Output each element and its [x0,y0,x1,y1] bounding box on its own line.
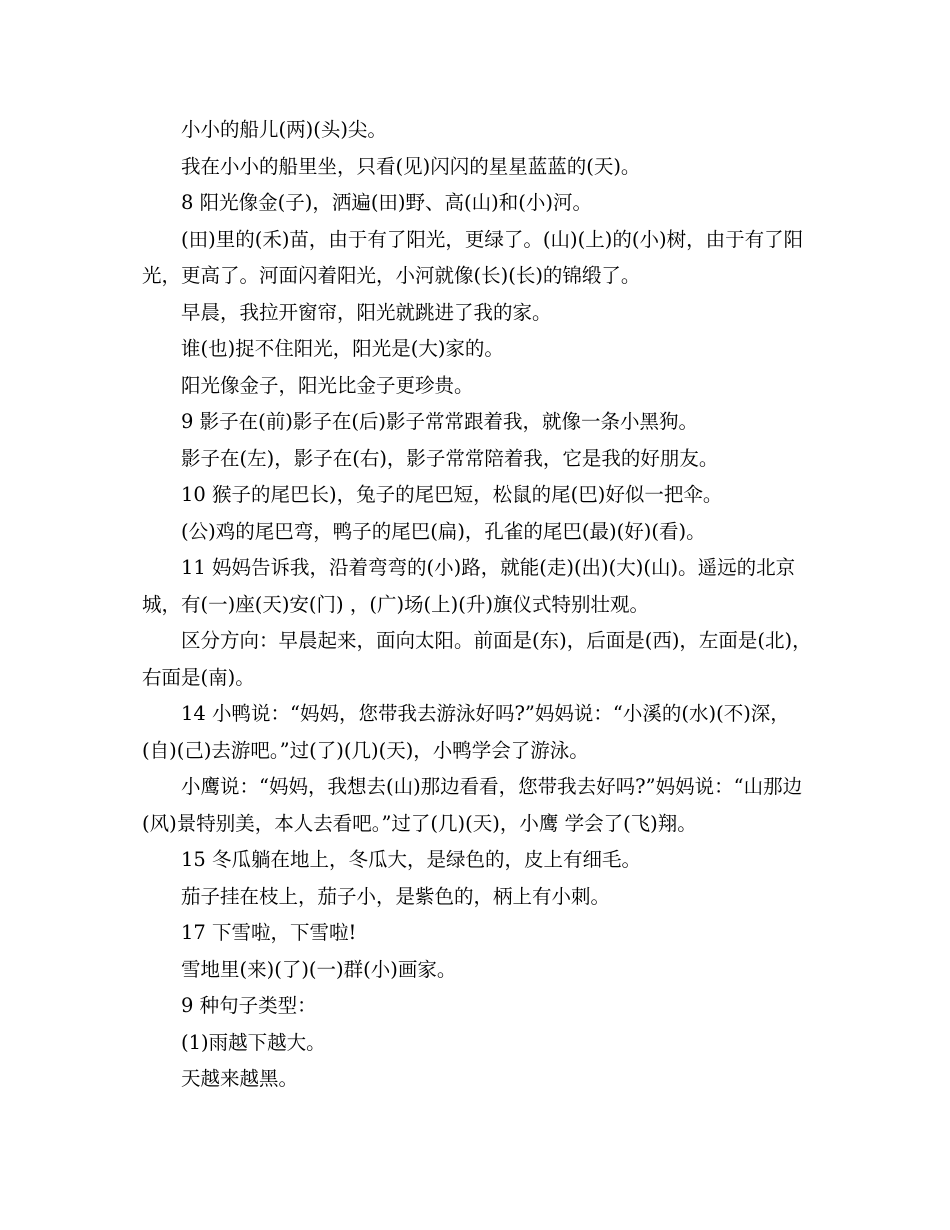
paragraph: 我在小小的船里坐，只看(见)闪闪的星星蓝蓝的(天)。 [181,154,641,178]
paragraph: 11 妈妈告诉我，沿着弯弯的(小)路，就能(走)(出)(大)(山)。遥远的北京城，有(一)座(天)安(门) ，(广)场(上)(升)旗仪式特别壮观。 [142,556,796,616]
paragraph: 影子在(左)，影子在(右)，影子常常陪着我，它是我的好朋友。 [181,446,719,470]
paragraph: 小鹰说：“妈妈，我想去(山)那边看看，您带我去好吗?”妈妈说：“山那边(风)景特别美，本人去看吧。”过了(几)(天)，小鹰 学会了(飞)翔。 [142,775,803,835]
paragraph: (1)雨越下越大。 [181,1030,326,1054]
paragraph: 17 下雪啦，下雪啦! [181,921,357,944]
paragraph: 谁(也)捉不住阳光，阳光是(大)家的。 [181,337,504,360]
paragraph: 早晨，我拉开窗帘，阳光就跳进了我的家。 [181,300,552,324]
document-page [142,112,814,1098]
paragraph: 9 影子在(前)影子在(后)影子常常跟着我，就像一条小黑狗。 [181,410,699,433]
paragraph: 14 小鸭说：“妈妈，您带我去游泳好吗?”妈妈说：“小溪的(水)(不)深，(自)(己)去游吧。”过(了)(几)(天)，小鸭学会了游泳。 [142,702,790,762]
paragraph: 区分方向：早晨起来，面向太阳。前面是(东)，后面是(西)，左面是(北)，右面是(南)。 [142,629,812,689]
paragraph: 10 猴子的尾巴长)，兔子的尾巴短，松鼠的尾(巴)好似一把伞。 [181,483,723,506]
paragraph: 8 阳光像金(子)，洒遍(田)野、高(山)和(小)河。 [181,191,592,214]
paragraph: (田)里的(禾)苗，由于有了阳光，更绿了。(山)(上)的(小)树，由于有了阳光，更高了。河面闪着阳光，小河就像(长)(长)的锦缎了。 [142,227,804,287]
paragraph: 天越来越黑。 [181,1067,299,1090]
paragraph: 茄子挂在枝上，茄子小，是紫色的，柄上有小刺。 [181,884,611,908]
paragraph: 小小的船儿(两)(头)尖。 [181,118,387,141]
paragraph: 雪地里(来)(了)(一)群(小)画家。 [181,957,457,981]
paragraph: 15 冬瓜躺在地上，冬瓜大，是绿色的，皮上有细毛。 [181,848,642,871]
paragraph: 9 种句子类型： [181,994,317,1017]
paragraph: (公)鸡的尾巴弯，鸭子的尾巴(扁)，孔雀的尾巴(最)(好)(看)。 [181,519,706,543]
paragraph: 阳光像金子，阳光比金子更珍贵。 [181,373,474,397]
